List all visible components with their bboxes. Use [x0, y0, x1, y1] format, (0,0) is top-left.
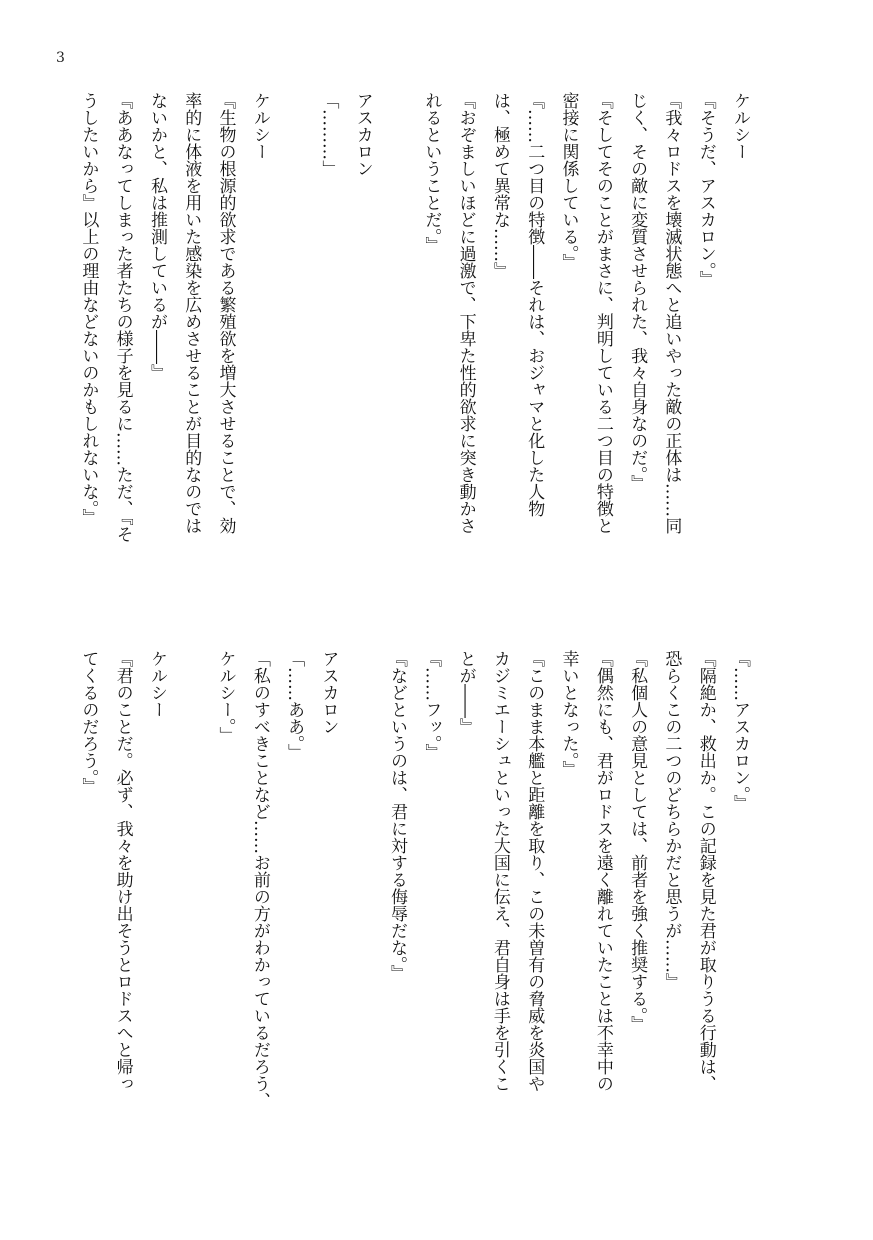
text-line: 『などというのは、君に対する侮辱だな。』: [387, 650, 408, 982]
text-line: れるということだ。』: [421, 92, 442, 254]
text-line: 『……フッ。』: [421, 650, 442, 761]
text-line: 率的に体液を用いた感染を広めさせることが目的なのでは: [181, 92, 202, 534]
text-line: 「………」: [318, 92, 339, 177]
text-line: ケルシー: [249, 92, 270, 160]
text-line: 『我々ロドスを壊滅状態へと追いやった敵の正体は……同: [661, 92, 682, 534]
text-line: 恐らくこの二つのどちらかだと思うが……』: [661, 650, 682, 990]
text-line: は、極めて異常な……』: [489, 92, 510, 279]
text-line: ケルシー: [730, 92, 750, 160]
text-line: 『そうだ、アスカロン。』: [695, 92, 716, 288]
paragraph-gap: [380, 92, 414, 592]
text-line: 『君のことだ。必ず、我々を助け出そうとロドスへと帰っ: [112, 650, 133, 1092]
text-line: 『……アスカロン。』: [730, 650, 750, 812]
text-line: 『おぞましいほどに過激で、下卑た性的欲求に突き動かさ: [455, 92, 476, 534]
paragraph-gap: [277, 92, 311, 592]
text-line: 『生物の根源的欲求である繁殖欲を増大させることで、効: [215, 92, 236, 534]
text-line: 密接に関係している。』: [558, 92, 579, 271]
text-line: 『ああなってしまった者たちの様子を見るに……ただ、『そ: [112, 92, 133, 543]
text-line: 『このまま本艦と距離を取り、この未曽有の脅威を炎国や: [524, 650, 545, 1092]
text-line: とが――』: [455, 650, 476, 735]
text-line: 幸いとなった。』: [558, 650, 579, 778]
page-number: 3: [56, 50, 65, 66]
text-line: 『私個人の意見としては、前者を強く推奨する。』: [627, 650, 648, 1033]
text-line: 『隔絶か、救出か。この記録を見た君が取りうる行動は、: [695, 650, 716, 1092]
paragraph-gap: [174, 650, 208, 1150]
text-block-bottom: [78, 650, 757, 1150]
text-line: 「私のすべきことなど……お前の方がわかっているだろう、: [249, 650, 270, 1109]
text-line: ケルシー: [146, 650, 167, 718]
text-line: 「……ああ。」: [284, 650, 305, 761]
text-block-top: [78, 92, 757, 592]
text-line: うしたいから』以上の理由などないのかもしれないな。』: [78, 92, 99, 526]
text-line: 『……二つ目の特徴――それは、おジャマと化した人物: [524, 92, 545, 517]
paragraph-gap: [345, 650, 379, 1150]
text-line: 『偶然にも、君がロドスを遠く離れていたことは不幸中の: [592, 650, 613, 1092]
text-line: ないかと、私は推測しているが――』: [146, 92, 167, 381]
text-line: アスカロン: [352, 92, 373, 177]
text-line: カジミエーシュといった大国に伝え、君自身は手を引くこ: [489, 650, 510, 1092]
text-line: ケルシー。」: [215, 650, 236, 744]
text-line: 『そしてそのことがまさに、判明している二つ目の特徴と: [592, 92, 613, 534]
text-line: アスカロン: [318, 650, 339, 735]
text-line: てくるのだろう。』: [78, 650, 99, 795]
text-line: じく、その敵に変質させられた、我々自身なのだ。』: [627, 92, 648, 492]
